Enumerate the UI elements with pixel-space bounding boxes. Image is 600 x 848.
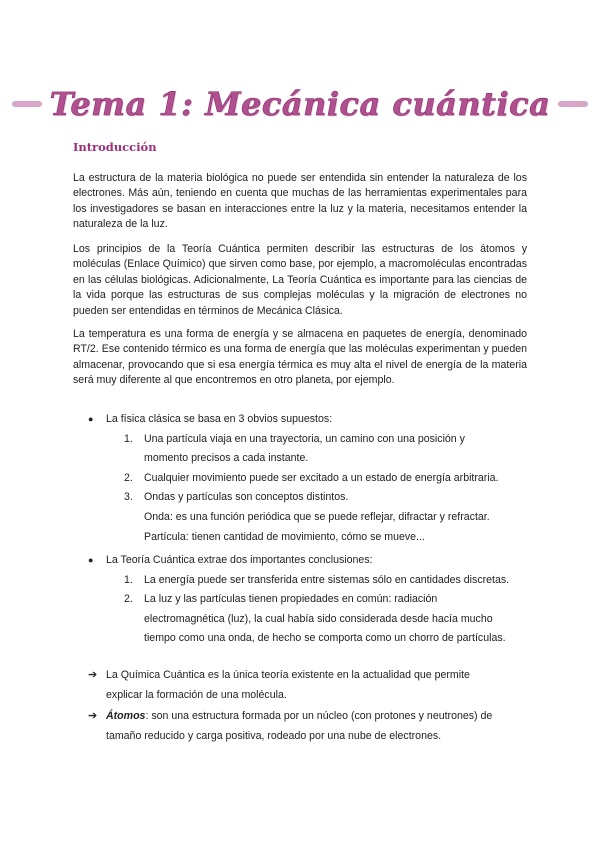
arrow-right-icon: ➔	[88, 669, 98, 681]
item-line: : son una estructura formada por un núcleo (con protones y neutrones) de	[145, 710, 493, 723]
item-line: Onda: es una función periódica que se puede reflejar, difractar y refractar.	[144, 510, 490, 523]
list-item-continuation	[88, 629, 528, 649]
list-item	[88, 469, 528, 489]
list-item-continuation	[88, 508, 528, 528]
bullet-text: La Teoría Cuántica extrae dos importantes conclusiones:	[106, 554, 373, 566]
title-row	[0, 82, 600, 126]
item-line: tiempo como una onda, de hecho se comporta como un chorro de partículas.	[144, 632, 506, 645]
item-number: 3.	[124, 491, 133, 504]
title-decor-left	[12, 101, 42, 107]
item-number: 2.	[124, 593, 133, 606]
title-decor-right	[558, 101, 588, 107]
list-item-continuation	[88, 528, 528, 548]
bullet-list-classical	[88, 410, 528, 547]
item-line: electromagnética (luz), la cual había sido considerada desde hacía mucho	[144, 612, 493, 625]
paragraph-1: La estructura de la materia biológica no puede ser entendida sin entender la naturaleza de los electrones. Más aún, teniendo en cuenta que muchas de las herramientas experimentales para los investigadores se basan en interacciones entre la luz y la materia, necesitamos entender la naturaleza de la luz.	[73, 172, 527, 231]
item-line: Ondas y partículas son conceptos distintos.	[144, 491, 349, 504]
list-item	[88, 410, 528, 430]
list-item-continuation	[88, 610, 528, 630]
term-atomos: Átomos	[106, 710, 146, 723]
item-line: La energía puede ser transferida entre sistemas sólo en cantidades discretas.	[144, 573, 510, 586]
list-item	[88, 666, 528, 705]
list-item	[88, 571, 528, 591]
section-heading: Introducción	[73, 140, 157, 154]
list-item	[88, 590, 528, 610]
paragraph-3: La temperatura es una forma de energía y se almacena en paquetes de energía, denominado RT/2. Ese contenido térmico es una forma de energía que las moléculas experimentan y pueden almacenar, provocando que si esa energía térmica es muy alta el nivel de energía de la materia será muy diferente al que encontremos en otro planeta, por ejemplo.	[73, 328, 527, 387]
list-item	[88, 430, 528, 450]
item-line: tamaño reducido y carga positiva, rodeado por una nube de electrones.	[106, 729, 442, 742]
item-line: momento precisos a cada instante.	[144, 452, 309, 465]
arrow-list	[88, 666, 528, 748]
list-item-continuation	[88, 449, 528, 469]
item-number: 2.	[124, 471, 133, 484]
item-line: Cualquier movimiento puede ser excitado a un estado de energía arbitraria.	[144, 471, 499, 484]
paragraph-2: Los principios de la Teoría Cuántica permiten describir las estructuras de los átomos y moléculas (Enlace Químico) que sirven como base, por ejemplo, a macromoléculas encontradas en las células biológicas. Adicionalmente, La Teoría Cuántica es importante para las ciencias de la vida porque las estructuras de sus complejas moléculas y la migración de electrones no pueden ser entendidas en términos de Mecánica Clásica.	[73, 243, 527, 317]
item-line: La luz y las partículas tienen propiedades en común: radiación	[144, 593, 438, 606]
item-line: La Química Cuántica es la única teoría existente en la actualidad que permite	[106, 669, 470, 681]
list-item	[88, 488, 528, 508]
item-number: 1.	[124, 573, 133, 586]
bullet-text: La física clásica se basa en 3 obvios supuestos:	[106, 413, 333, 425]
item-number: 1.	[124, 432, 133, 445]
bullet-icon: ●	[88, 414, 94, 424]
item-line: Partícula: tienen cantidad de movimiento, cómo se mueve...	[144, 530, 425, 543]
bullet-list-quantum	[88, 551, 528, 649]
item-line: explicar la formación de una molécula.	[106, 688, 287, 701]
list-item	[88, 707, 528, 746]
item-line: Una partícula viaja en una trayectoria, un camino con una posición y	[144, 432, 465, 445]
page-title: Tema 1: Mecánica cuántica	[49, 85, 551, 123]
list-item	[88, 551, 528, 571]
bullet-icon: ●	[88, 555, 94, 565]
arrow-right-icon: ➔	[88, 710, 98, 723]
